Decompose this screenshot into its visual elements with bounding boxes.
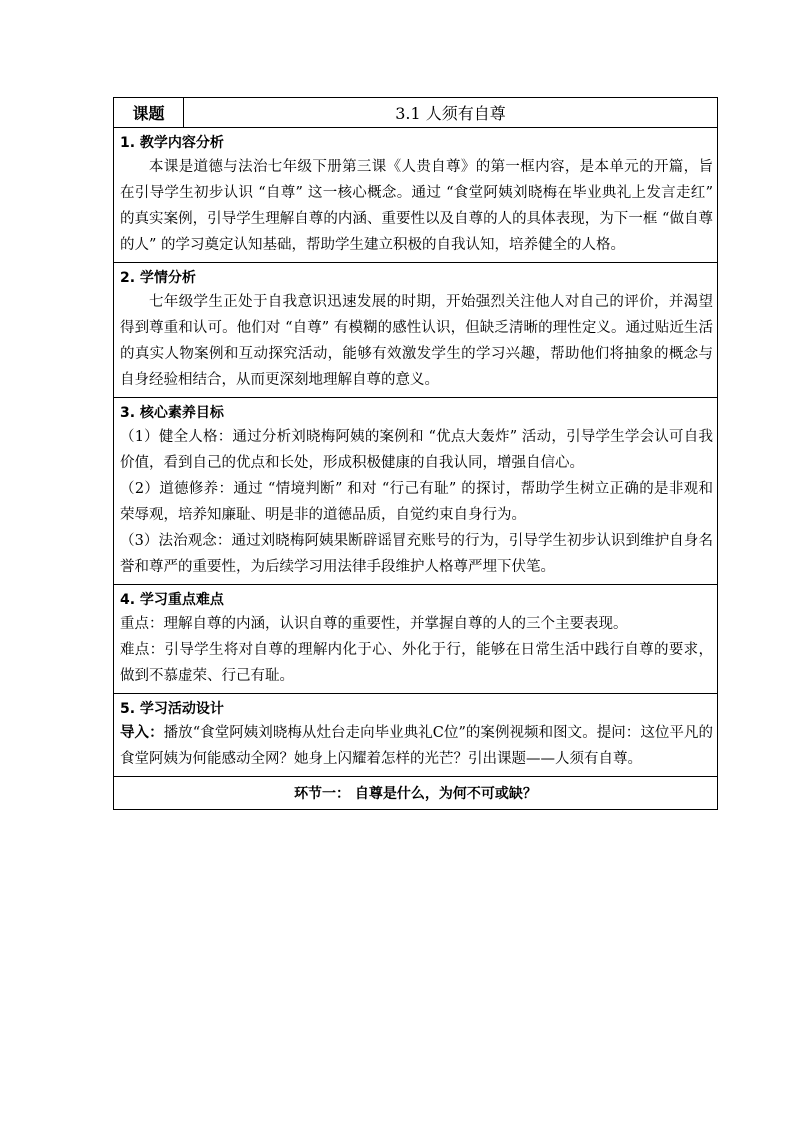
core-goals-section xyxy=(114,398,717,585)
difficulty-text: 难点：引导学生将对自尊的理解内化于心、外化于行，能够在日常生活中践行自尊的要求，做到不慕虚荣、行己有耻。 xyxy=(120,642,713,684)
key-points-heading: 4. 学习重点难点 xyxy=(120,592,224,608)
student-analysis-text: 七年级学生正处于自我意识迅速发展的时期，开始强烈关注他人对自己的评价，并渴望得到尊重和认可。他们对 “自尊” 有模糊的感性认识，但缺乏清晰的理性定义。通过贴近生活的真实人物案例和互动探究活动，能够有效激发学生的学习兴趣，帮助他们将抽象的概念与自身经验相结合，从而更深刻地理解自尊的意义。 xyxy=(120,294,713,388)
intro-label: 导入： xyxy=(120,724,164,741)
lesson-title: 3.1 人须有自尊 xyxy=(395,104,506,123)
content-analysis-heading: 1. 教学内容分析 xyxy=(120,135,224,151)
core-goal-item: （3）法治观念：通过刘晓梅阿姨果断辟谣冒充账号的行为，引导学生初步认识到维护自身名誉和尊严的重要性，为后续学习用法律手段维护人格尊严埋下伏笔。 xyxy=(120,533,713,575)
content-analysis-section xyxy=(114,128,717,263)
core-goals-heading: 3. 核心素养目标 xyxy=(120,405,224,421)
key-points-section xyxy=(114,585,717,694)
stage-one-row xyxy=(114,777,717,809)
activity-design-heading: 5. 学习活动设计 xyxy=(120,701,224,717)
activity-design-section xyxy=(114,694,717,777)
student-analysis-heading: 2. 学情分析 xyxy=(120,270,196,286)
core-goal-item: （2）道德修养：通过 “情境判断” 和对 “行己有耻” 的探讨，帮助学生树立正确的是非观和荣辱观，培养知廉耻、明是非的道德品质，自觉约束自身行为。 xyxy=(120,481,713,523)
lesson-plan-table xyxy=(113,97,718,810)
title-row xyxy=(114,98,717,128)
key-point-text: 重点：理解自尊的内涵，认识自尊的重要性，并掌握自尊的人的三个主要表现。 xyxy=(120,616,628,632)
topic-label: 课题 xyxy=(114,98,184,127)
stage-one-title: 环节一： 自尊是什么，为何不可或缺？ xyxy=(294,786,537,802)
student-analysis-section xyxy=(114,263,717,398)
content-analysis-text: 本课是道德与法治七年级下册第三课《人贵自尊》的第一框内容，是本单元的开篇，旨在引导学生初步认识 “自尊” 这一核心概念。通过 “食堂阿姨刘晓梅在毕业典礼上发言走红” 的真实案例，引导学生理解自尊的内涵、重要性以及自尊的人的具体表现，为下一框 “做自尊的人” 的学习奠定认知基础，帮助学生建立积极的自我认知，培养健全的人格。 xyxy=(120,159,713,253)
core-goal-item: （1）健全人格：通过分析刘晓梅阿姨的案例和 “优点大轰炸” 活动，引导学生学会认可自我价值，看到自己的优点和长处，形成积极健康的自我认同，增强自信心。 xyxy=(120,429,713,471)
intro-text: 播放“食堂阿姨刘晓梅从灶台走向毕业典礼C位”的案例视频和图文。提问：这位平凡的食堂阿姨为何能感动全网？她身上闪耀着怎样的光芒？引出课题——人须有自尊。 xyxy=(120,725,714,767)
intro-paragraph xyxy=(120,720,713,772)
